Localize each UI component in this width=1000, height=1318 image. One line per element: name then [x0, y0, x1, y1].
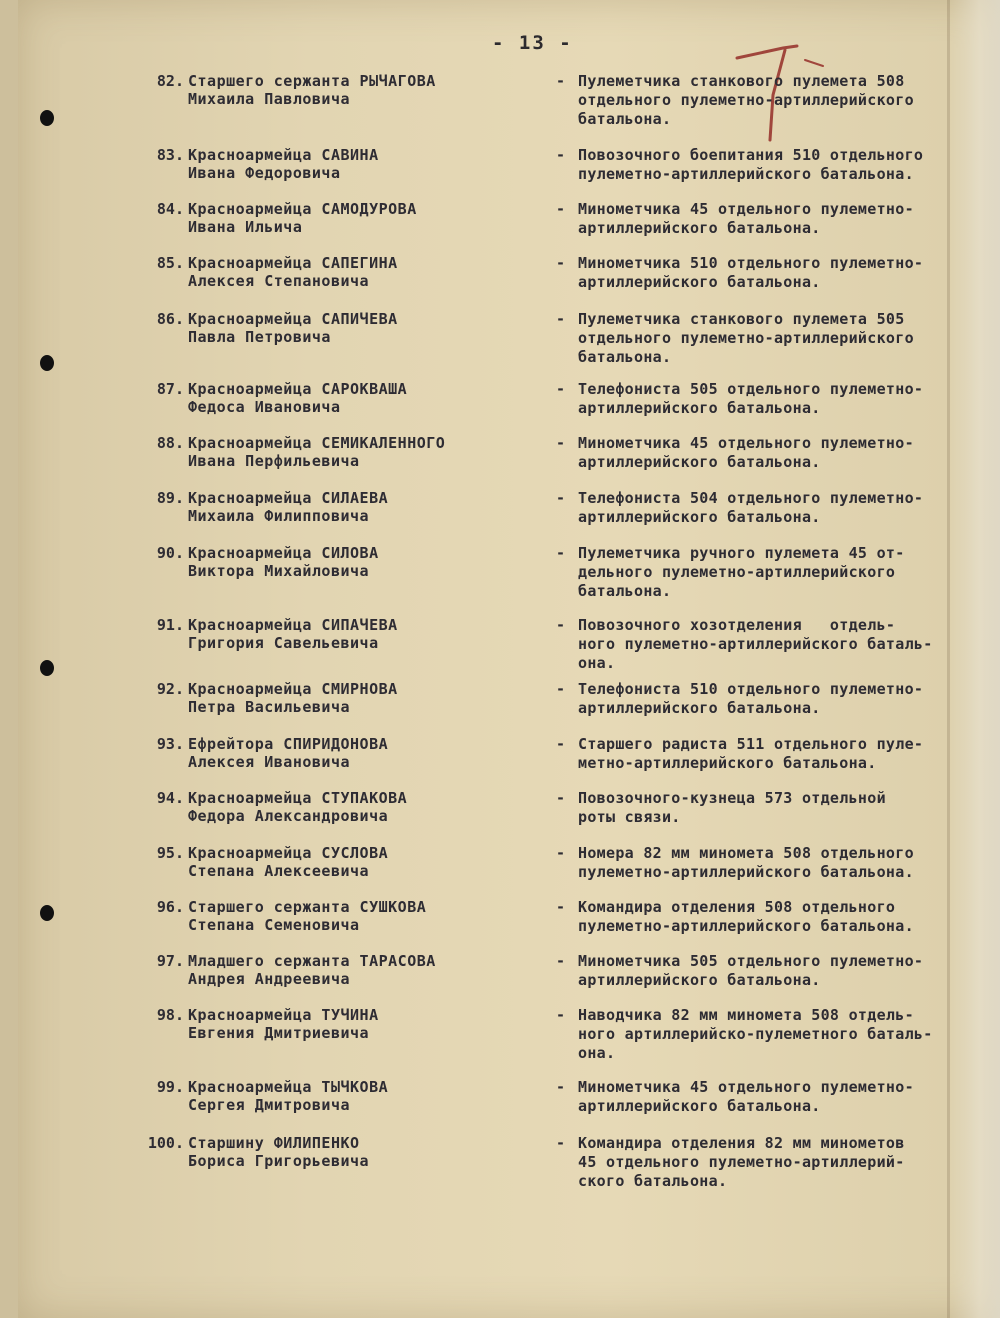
entry-number: 99.: [156, 1078, 184, 1096]
entry-position: Повозочного боепитания 510 отдельного пулеметно-артиллерийского батальона.: [578, 146, 924, 183]
entry-name: Красноармейца ТЫЧКОВА Сергея Дмитровича: [188, 1078, 389, 1114]
entry-dash: -: [556, 310, 566, 328]
entry-dash: -: [556, 380, 566, 398]
entry-name: Младшего сержанта ТАРАСОВА Андрея Андреевича: [188, 952, 436, 988]
entry-dash: -: [556, 735, 566, 753]
entry-number: 87.: [156, 380, 184, 398]
entry-name: Красноармейца СИПАЧЕВА Григория Савельевича: [188, 616, 398, 652]
entry-dash: -: [556, 146, 566, 164]
entry-name: Красноармейца СУСЛОВА Степана Алексеевича: [188, 844, 389, 880]
entry-position: Телефониста 505 отдельного пулеметно- артиллерийского батальона.: [578, 380, 924, 417]
entry-number: 93.: [156, 735, 184, 753]
entry-dash: -: [556, 952, 566, 970]
entry-position: Старшего радиста 511 отдельного пуле- метно-артиллерийского батальона.: [578, 735, 924, 772]
entry-name: Старшего сержанта СУШКОВА Степана Семеновича: [188, 898, 427, 934]
entry-name: Красноармейца САРОКВАША Федоса Ивановича: [188, 380, 408, 416]
entry-position: Повозочного-кузнеца 573 отдельной роты связи.: [578, 789, 886, 826]
entry-name: Красноармейца СМИРНОВА Петра Васильевича: [188, 680, 398, 716]
entry-number: 86.: [156, 310, 184, 328]
entry-name: Красноармейца СТУПАКОВА Федора Александровича: [188, 789, 408, 825]
entry-number: 88.: [156, 434, 184, 452]
entry-dash: -: [556, 544, 566, 562]
entry-name: Старшего сержанта РЫЧАГОВА Михаила Павловича: [188, 72, 436, 108]
entry-number: 100.: [147, 1134, 184, 1152]
entry-name: Красноармейца САПЕГИНА Алексея Степановича: [188, 254, 398, 290]
entry-position: Пулеметчика станкового пулемета 508 отдельного пулеметно-артиллерийского батальона.: [578, 72, 914, 128]
entry-dash: -: [556, 200, 566, 218]
entry-position: Минометчика 505 отдельного пулеметно- артиллерийского батальона.: [578, 952, 924, 989]
entry-dash: -: [556, 434, 566, 452]
entry-position: Повозочного хозотделения отдель- ного пулеметно-артиллерийского баталь- она.: [578, 616, 933, 672]
entry-position: Телефониста 510 отдельного пулеметно- артиллерийского батальона.: [578, 680, 924, 717]
entry-name: Красноармейца СИЛАЕВА Михаила Филипповича: [188, 489, 389, 525]
entry-position: Наводчика 82 мм миномета 508 отдель- ного артиллерийско-пулеметного баталь- она.: [578, 1006, 933, 1062]
entry-dash: -: [556, 898, 566, 916]
entry-number: 91.: [156, 616, 184, 634]
entry-number: 95.: [156, 844, 184, 862]
entry-position: Телефониста 504 отдельного пулеметно- артиллерийского батальона.: [578, 489, 924, 526]
entry-number: 82.: [156, 72, 184, 90]
entry-name: Ефрейтора СПИРИДОНОВА Алексея Ивановича: [188, 735, 389, 771]
entry-name: Красноармейца САВИНА Ивана Федоровича: [188, 146, 379, 182]
binder-hole-icon: [40, 355, 54, 371]
entry-position: Командира отделения 82 мм минометов 45 отдельного пулеметно-артиллерий- ского батальона.: [578, 1134, 905, 1190]
binder-hole-icon: [40, 110, 54, 126]
entry-number: 97.: [156, 952, 184, 970]
page-number: - 13 -: [492, 32, 573, 54]
entry-number: 90.: [156, 544, 184, 562]
entry-position: Минометчика 45 отдельного пулеметно- артиллерийского батальона.: [578, 200, 914, 237]
entry-number: 83.: [156, 146, 184, 164]
entry-dash: -: [556, 254, 566, 272]
entry-name: Красноармейца САМОДУРОВА Ивана Ильича: [188, 200, 417, 236]
binder-hole-icon: [40, 660, 54, 676]
entry-number: 98.: [156, 1006, 184, 1024]
entry-dash: -: [556, 72, 566, 90]
entry-name: Красноармейца САПИЧЕВА Павла Петровича: [188, 310, 398, 346]
entry-dash: -: [556, 1134, 566, 1152]
entry-position: Минометчика 510 отдельного пулеметно- артиллерийского батальона.: [578, 254, 924, 291]
entry-dash: -: [556, 680, 566, 698]
entry-dash: -: [556, 616, 566, 634]
entry-number: 85.: [156, 254, 184, 272]
entry-number: 89.: [156, 489, 184, 507]
entry-dash: -: [556, 789, 566, 807]
entry-position: Пулеметчика ручного пулемета 45 от- дельного пулеметно-артиллерийского батальона.: [578, 544, 905, 600]
entry-number: 96.: [156, 898, 184, 916]
entry-dash: -: [556, 1006, 566, 1024]
entry-number: 94.: [156, 789, 184, 807]
entry-dash: -: [556, 1078, 566, 1096]
binder-hole-icon: [40, 905, 54, 921]
entry-dash: -: [556, 844, 566, 862]
entry-name: Красноармейца СИЛОВА Виктора Михайловича: [188, 544, 379, 580]
entry-name: Старшину ФИЛИПЕНКО Бориса Григорьевича: [188, 1134, 370, 1170]
entry-name: Красноармейца ТУЧИНА Евгения Дмитриевича: [188, 1006, 379, 1042]
entry-position: Пулеметчика станкового пулемета 505 отдельного пулеметно-артиллерийского батальона.: [578, 310, 914, 366]
entry-position: Командира отделения 508 отдельного пулеметно-артиллерийского батальона.: [578, 898, 914, 935]
entry-number: 92.: [156, 680, 184, 698]
entry-dash: -: [556, 489, 566, 507]
entry-position: Минометчика 45 отдельного пулеметно- артиллерийского батальона.: [578, 434, 914, 471]
entry-number: 84.: [156, 200, 184, 218]
entry-name: Красноармейца СЕМИКАЛЕННОГО Ивана Перфильевича: [188, 434, 446, 470]
entry-position: Номера 82 мм миномета 508 отдельного пулеметно-артиллерийского батальона.: [578, 844, 914, 881]
entry-position: Минометчика 45 отдельного пулеметно- артиллерийского батальона.: [578, 1078, 914, 1115]
